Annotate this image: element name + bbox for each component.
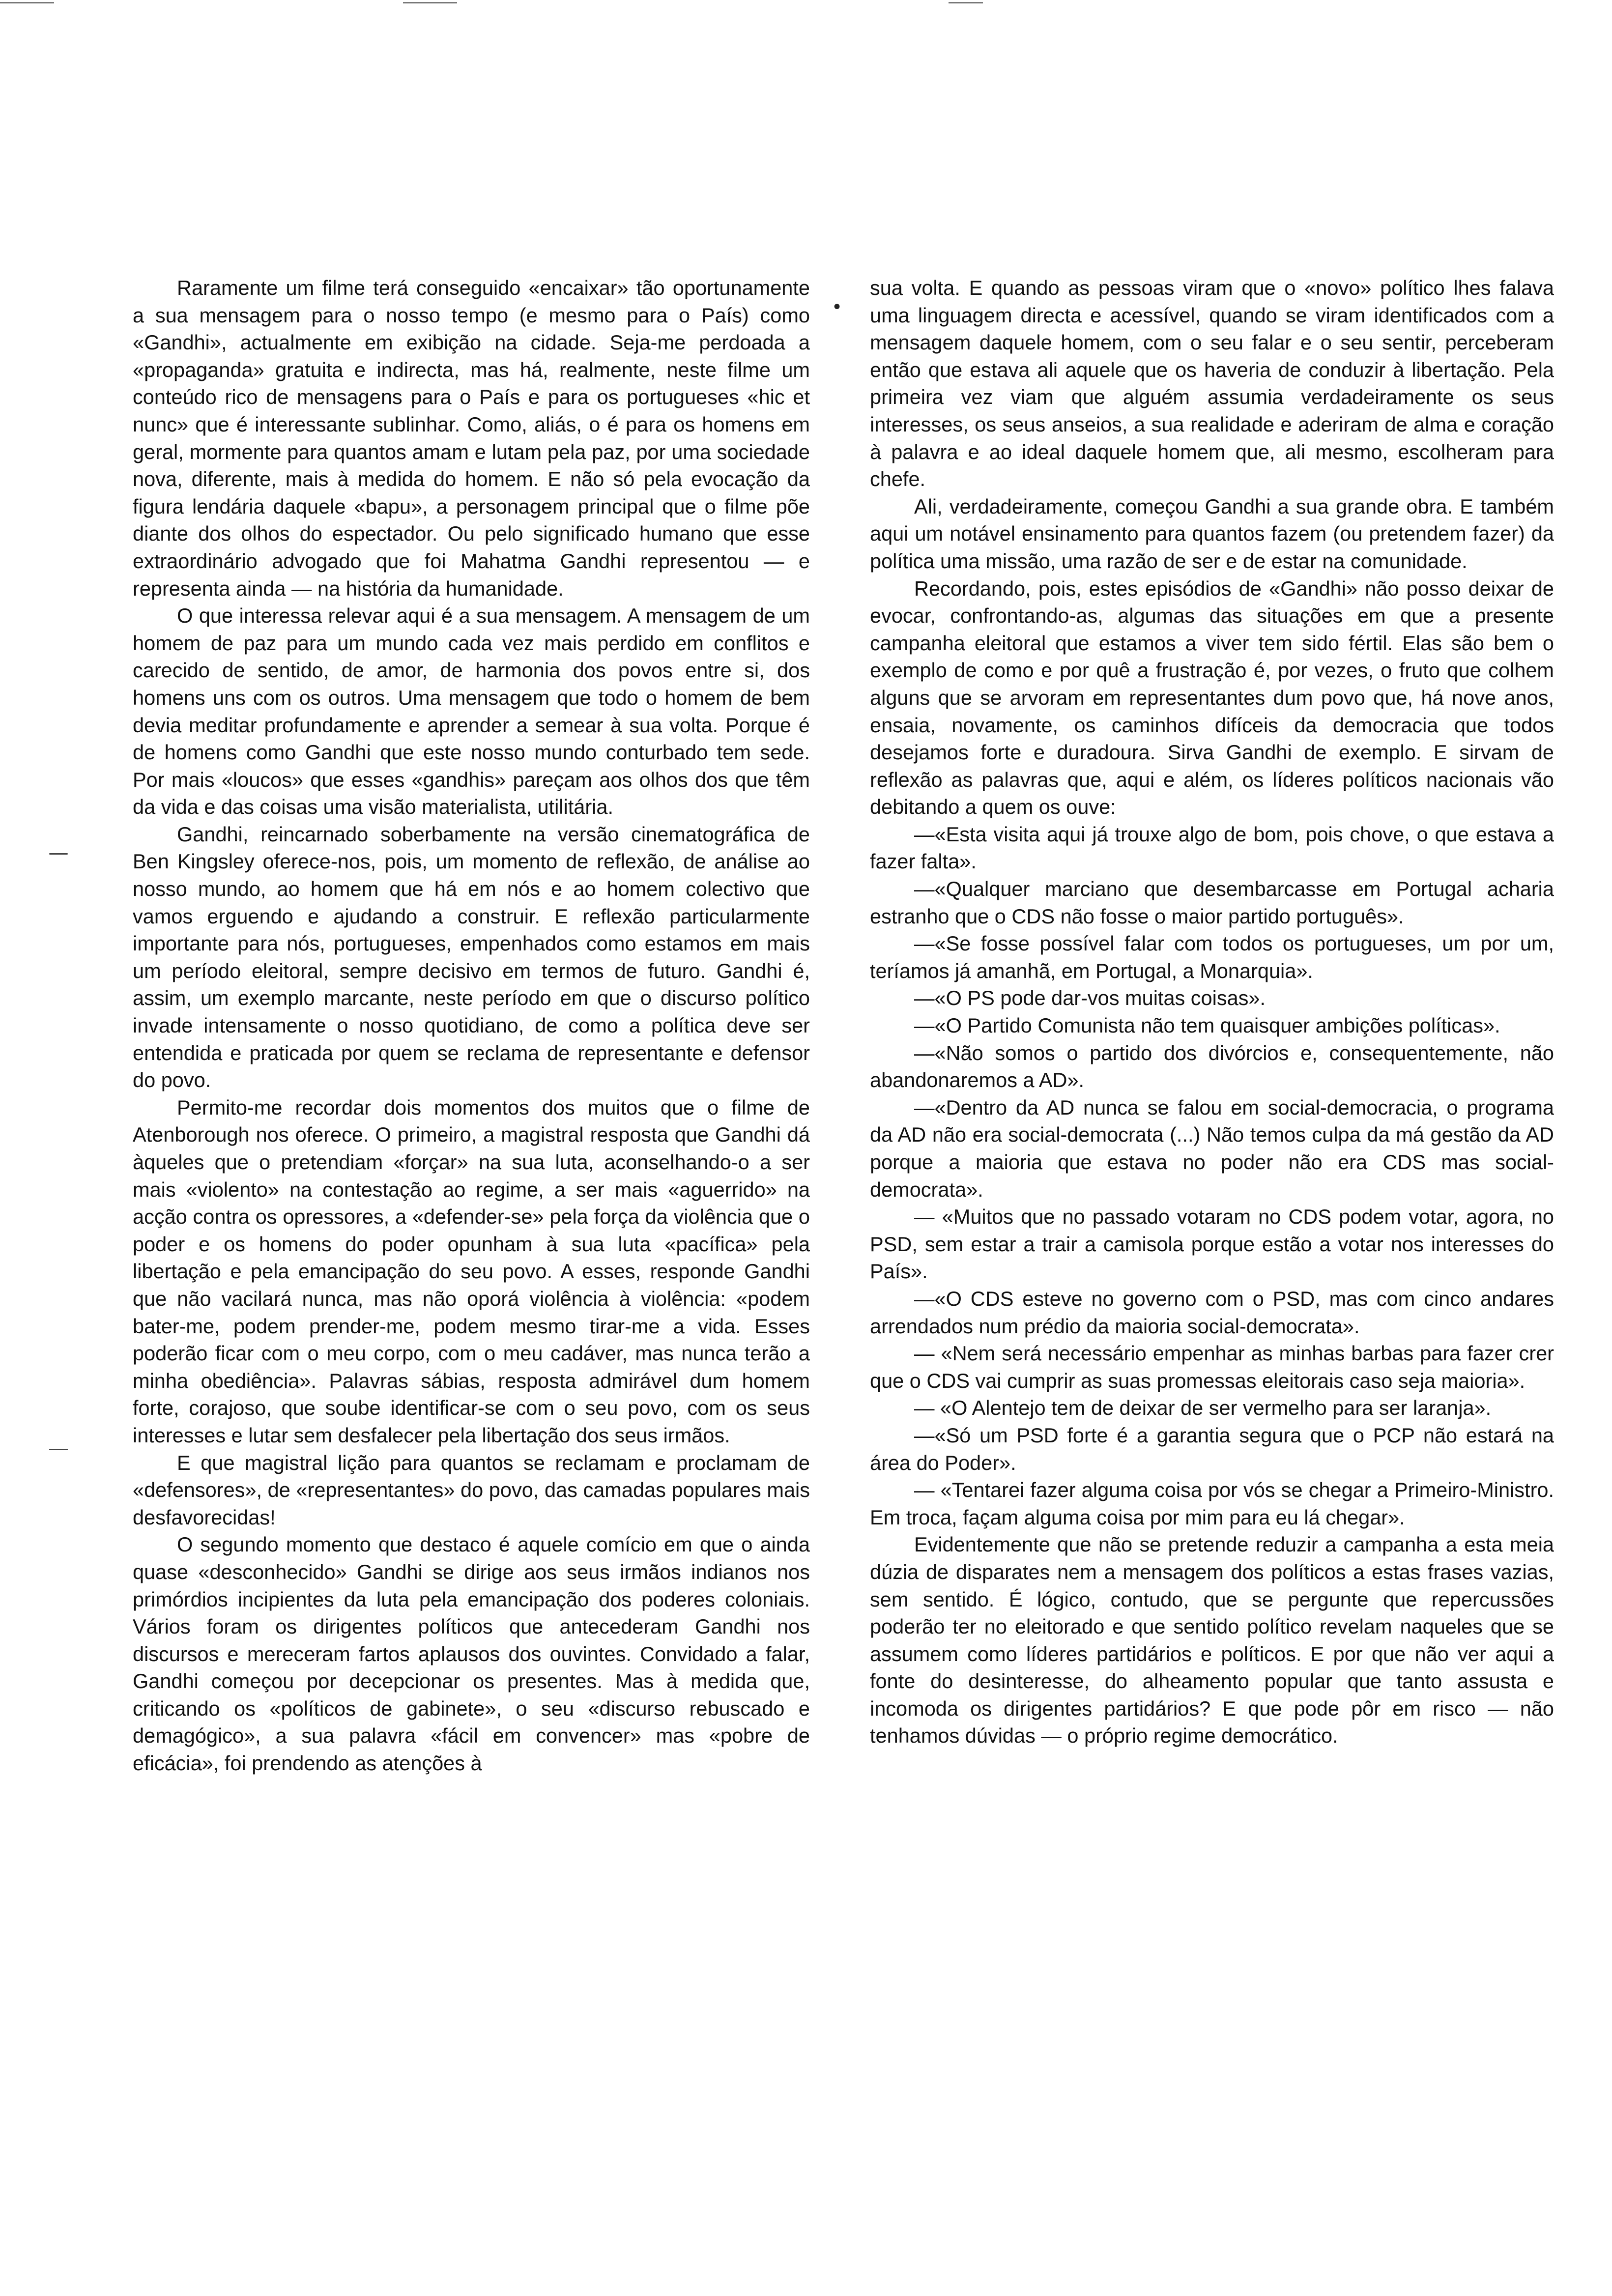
quoted-statement: — «Tentarei fazer alguma coisa por vós se chegar a Primeiro-Ministro. Em troca, façam alguma coisa por mim para eu lá chegar». (870, 1478, 1554, 1529)
article-right-column (870, 274, 1554, 1750)
article-paragraph: Ali, verdadeiramente, começou Gandhi a sua grande obra. E também aqui um notável ensinamento para quantos fazem (ou pretendem fazer) da política uma missão, uma razão de ser e de estar na comunidade. (870, 494, 1554, 573)
quoted-statement: — «O Alentejo tem de deixar de ser vermelho para ser laranja». (914, 1396, 1492, 1420)
article-paragraph: O que interessa relevar aqui é a sua mensagem. A mensagem de um homem de paz para um mundo cada vez mais perdido em conflitos e carecido de sentido, de amor, de harmonia dos povos entre si, dos homens uns com os outros. Uma mensagem que todo o homem de bem devia meditar profundamente e aprender a semear à sua volta. Porque é de homens como Gandhi que este nosso mundo conturbado tem sede. Por mais «loucos» que esses «gandhis» pareçam aos olhos dos que têm da vida e das coisas uma visão materialista, utilitária. (133, 604, 810, 819)
column-marker-dot: • (834, 296, 841, 317)
quoted-statement: —«O CDS esteve no governo com o PSD, mas com cinco andares arrendados num prédio da maioria social-democrata». (870, 1287, 1554, 1338)
quoted-statement: —«O PS pode dar-vos muitas coisas». (914, 986, 1266, 1010)
quoted-statement: —«Não somos o partido dos divórcios e, consequentemente, não abandonaremos a AD». (870, 1041, 1554, 1092)
article-paragraph: E que magistral lição para quantos se reclamam e proclamam de «defensores», de «representantes» do povo, das camadas populares mais desfavorecidas! (133, 1451, 810, 1529)
top-edge-rule (403, 2, 457, 3)
quoted-statement: —«Esta visita aqui já trouxe algo de bom, pois chove, o que estava a fazer falta». (870, 822, 1554, 873)
article-paragraph: Gandhi, reincarnado soberbamente na versão cinematográfica de Ben Kingsley oferece-nos, pois, um momento de reflexão, de análise ao nosso mundo, ao homem que há em nós e ao homem colectivo que vamos erguendo e ajudando a construir. E reflexão particularmente importante para nós, portugueses, empenhados como estamos em mais um período eleitoral, sempre decisivo em termos de futuro. Gandhi é, assim, um exemplo marcante, neste período em que o discurso político invade intensamente o nosso quotidiano, de como a política deve ser entendida e praticada por quem se reclama de representante e defensor do povo. (133, 822, 810, 1092)
article-paragraph: Recordando, pois, estes episódios de «Gandhi» não posso deixar de evocar, confrontando-as, algumas das situações em que a presente campanha eleitoral que estamos a viver tem sido fértil. Elas são bem o exemplo de como e por quê a frustração é, por vezes, o fruto que colhem alguns que se arvoram em representantes dum povo que, há nove anos, ensaia, novamente, os caminhos difíceis da democracia que todos desejamos forte e duradoura. Sirva Gandhi de exemplo. E sirvam de reflexão as palavras que, aqui e além, os líderes políticos nacionais vão debitando a quem os ouve: (870, 576, 1554, 819)
article-paragraph: Evidentemente que não se pretende reduzir a campanha a esta meia dúzia de disparates nem a mensagem dos políticos a estas frases vazias, sem sentido. É lógico, contudo, que se pergunte que repercussões poderão ter no eleitorado e que sentido político revelam naqueles que se assumem como líderes partidários e políticos. E por que não ver aqui a fonte do desinteresse, do alheamento popular que tanto assusta e incomoda os dirigentes partidários? E que pode pôr em risco — não tenhamos dúvidas — o próprio regime democrático. (870, 1533, 1554, 1748)
top-edge-rule (0, 2, 54, 3)
margin-tick-mark (49, 853, 68, 855)
margin-tick-mark (49, 1449, 68, 1450)
article-paragraph: sua volta. E quando as pessoas viram que o «novo» político lhes falava uma linguagem directa e acessível, quando se viram identificados com a mensagem daquele homem, com o seu falar e o seu sentir, perceberam então que estava ali aquele que os haveria de conduzir à libertação. Pela primeira vez viam que alguém assumia verdadeiramente os seus interesses, os seus anseios, a sua realidade e aderiram de alma e coração à palavra e ao ideal daquele homem que, ali mesmo, escolheram para chefe. (870, 276, 1554, 491)
article-paragraph: O segundo momento que destaco é aquele comício em que o ainda quase «desconhecido» Gandhi se dirige aos seus irmãos indianos nos primórdios incipientes da luta pela emancipação dos poderes coloniais. Vários foram os dirigentes políticos que antecederam Gandhi nos discursos e mereceram fartos aplausos dos ouvintes. Convidado a falar, Gandhi começou por decepcionar os presentes. Mas à medida que, criticando os «políticos de gabinete», o seu «discurso rebuscado e demagógico», a sua palavra «fácil em convencer» mas «pobre de eficácia», foi prendendo as atenções à (133, 1533, 810, 1775)
quoted-statement: —«O Partido Comunista não tem quaisquer ambições políticas». (914, 1014, 1500, 1037)
quoted-statement: — «Nem será necessário empenhar as minhas barbas para fazer crer que o CDS vai cumprir as suas promessas eleitorais caso seja maioria». (870, 1342, 1554, 1392)
top-edge-rule (949, 2, 983, 3)
quoted-statement: —«Qualquer marciano que desembarcasse em Portugal acharia estranho que o CDS não fosse o maior partido português». (870, 877, 1554, 928)
article-left-column (133, 274, 810, 1777)
quoted-statement: — «Muitos que no passado votaram no CDS podem votar, agora, no PSD, sem estar a trair a camisola porque estão a votar nos interesses do País». (870, 1205, 1554, 1283)
quoted-statement: —«Só um PSD forte é a garantia segura que o PCP não estará na área do Poder». (870, 1423, 1554, 1474)
article-paragraph: Raramente um filme terá conseguido «encaixar» tão oportunamente a sua mensagem para o nosso tempo (e mesmo para o País) como «Gandhi», actualmente em exibição na cidade. Seja-me perdoada a «propaganda» gratuita e indirecta, mas há, realmente, neste filme um conteúdo rico de mensagens para o País e para os portugueses «hic et nunc» que é interessante sublinhar. Como, aliás, o é para os homens em geral, mormente para quantos amam e lutam pela paz, por uma sociedade nova, diferente, mais à medida do homem. E não só pela evocação da figura lendária daquele «bapu», a personagem principal que o filme põe diante dos olhos do espectador. Ou pelo significado humano que esse extraordinário advogado que foi Mahatma Gandhi representou — e representa ainda — na história da humanidade. (133, 276, 810, 600)
quoted-statement: —«Se fosse possível falar com todos os portugueses, um por um, teríamos já amanhã, em Portugal, a Monarquia». (870, 932, 1554, 982)
quoted-statement: —«Dentro da AD nunca se falou em social-democracia, o programa da AD não era social-democrata (...) Não temos culpa da má gestão da AD porque a maioria que estava no poder não era CDS mas social-democrata». (870, 1095, 1554, 1201)
article-paragraph: Permito-me recordar dois momentos dos muitos que o filme de Atenborough nos oferece. O primeiro, a magistral resposta que Gandhi dá àqueles que o pretendiam «forçar» na sua luta, aconselhando-o a ser mais «violento» na contestação ao regime, a ser mais «aguerrido» na acção contra os opressores, a «defender-se» pela força da violência que o poder e os homens do poder opunham à sua luta «pacífica» pela libertação e pela emancipação do seu povo. A esses, responde Gandhi que não vacilará nunca, mas não oporá violência à violência: «podem bater-me, podem prender-me, podem mesmo tirar-me a vida. Esses poderão ficar com o meu corpo, com o meu cadáver, mas nunca terão a minha obediência». Palavras sábias, resposta admirável dum homem forte, corajoso, que soube identificar-se com o seu povo, com os seus interesses e lutar sem desfalecer pela libertação dos seus irmãos. (133, 1095, 810, 1447)
